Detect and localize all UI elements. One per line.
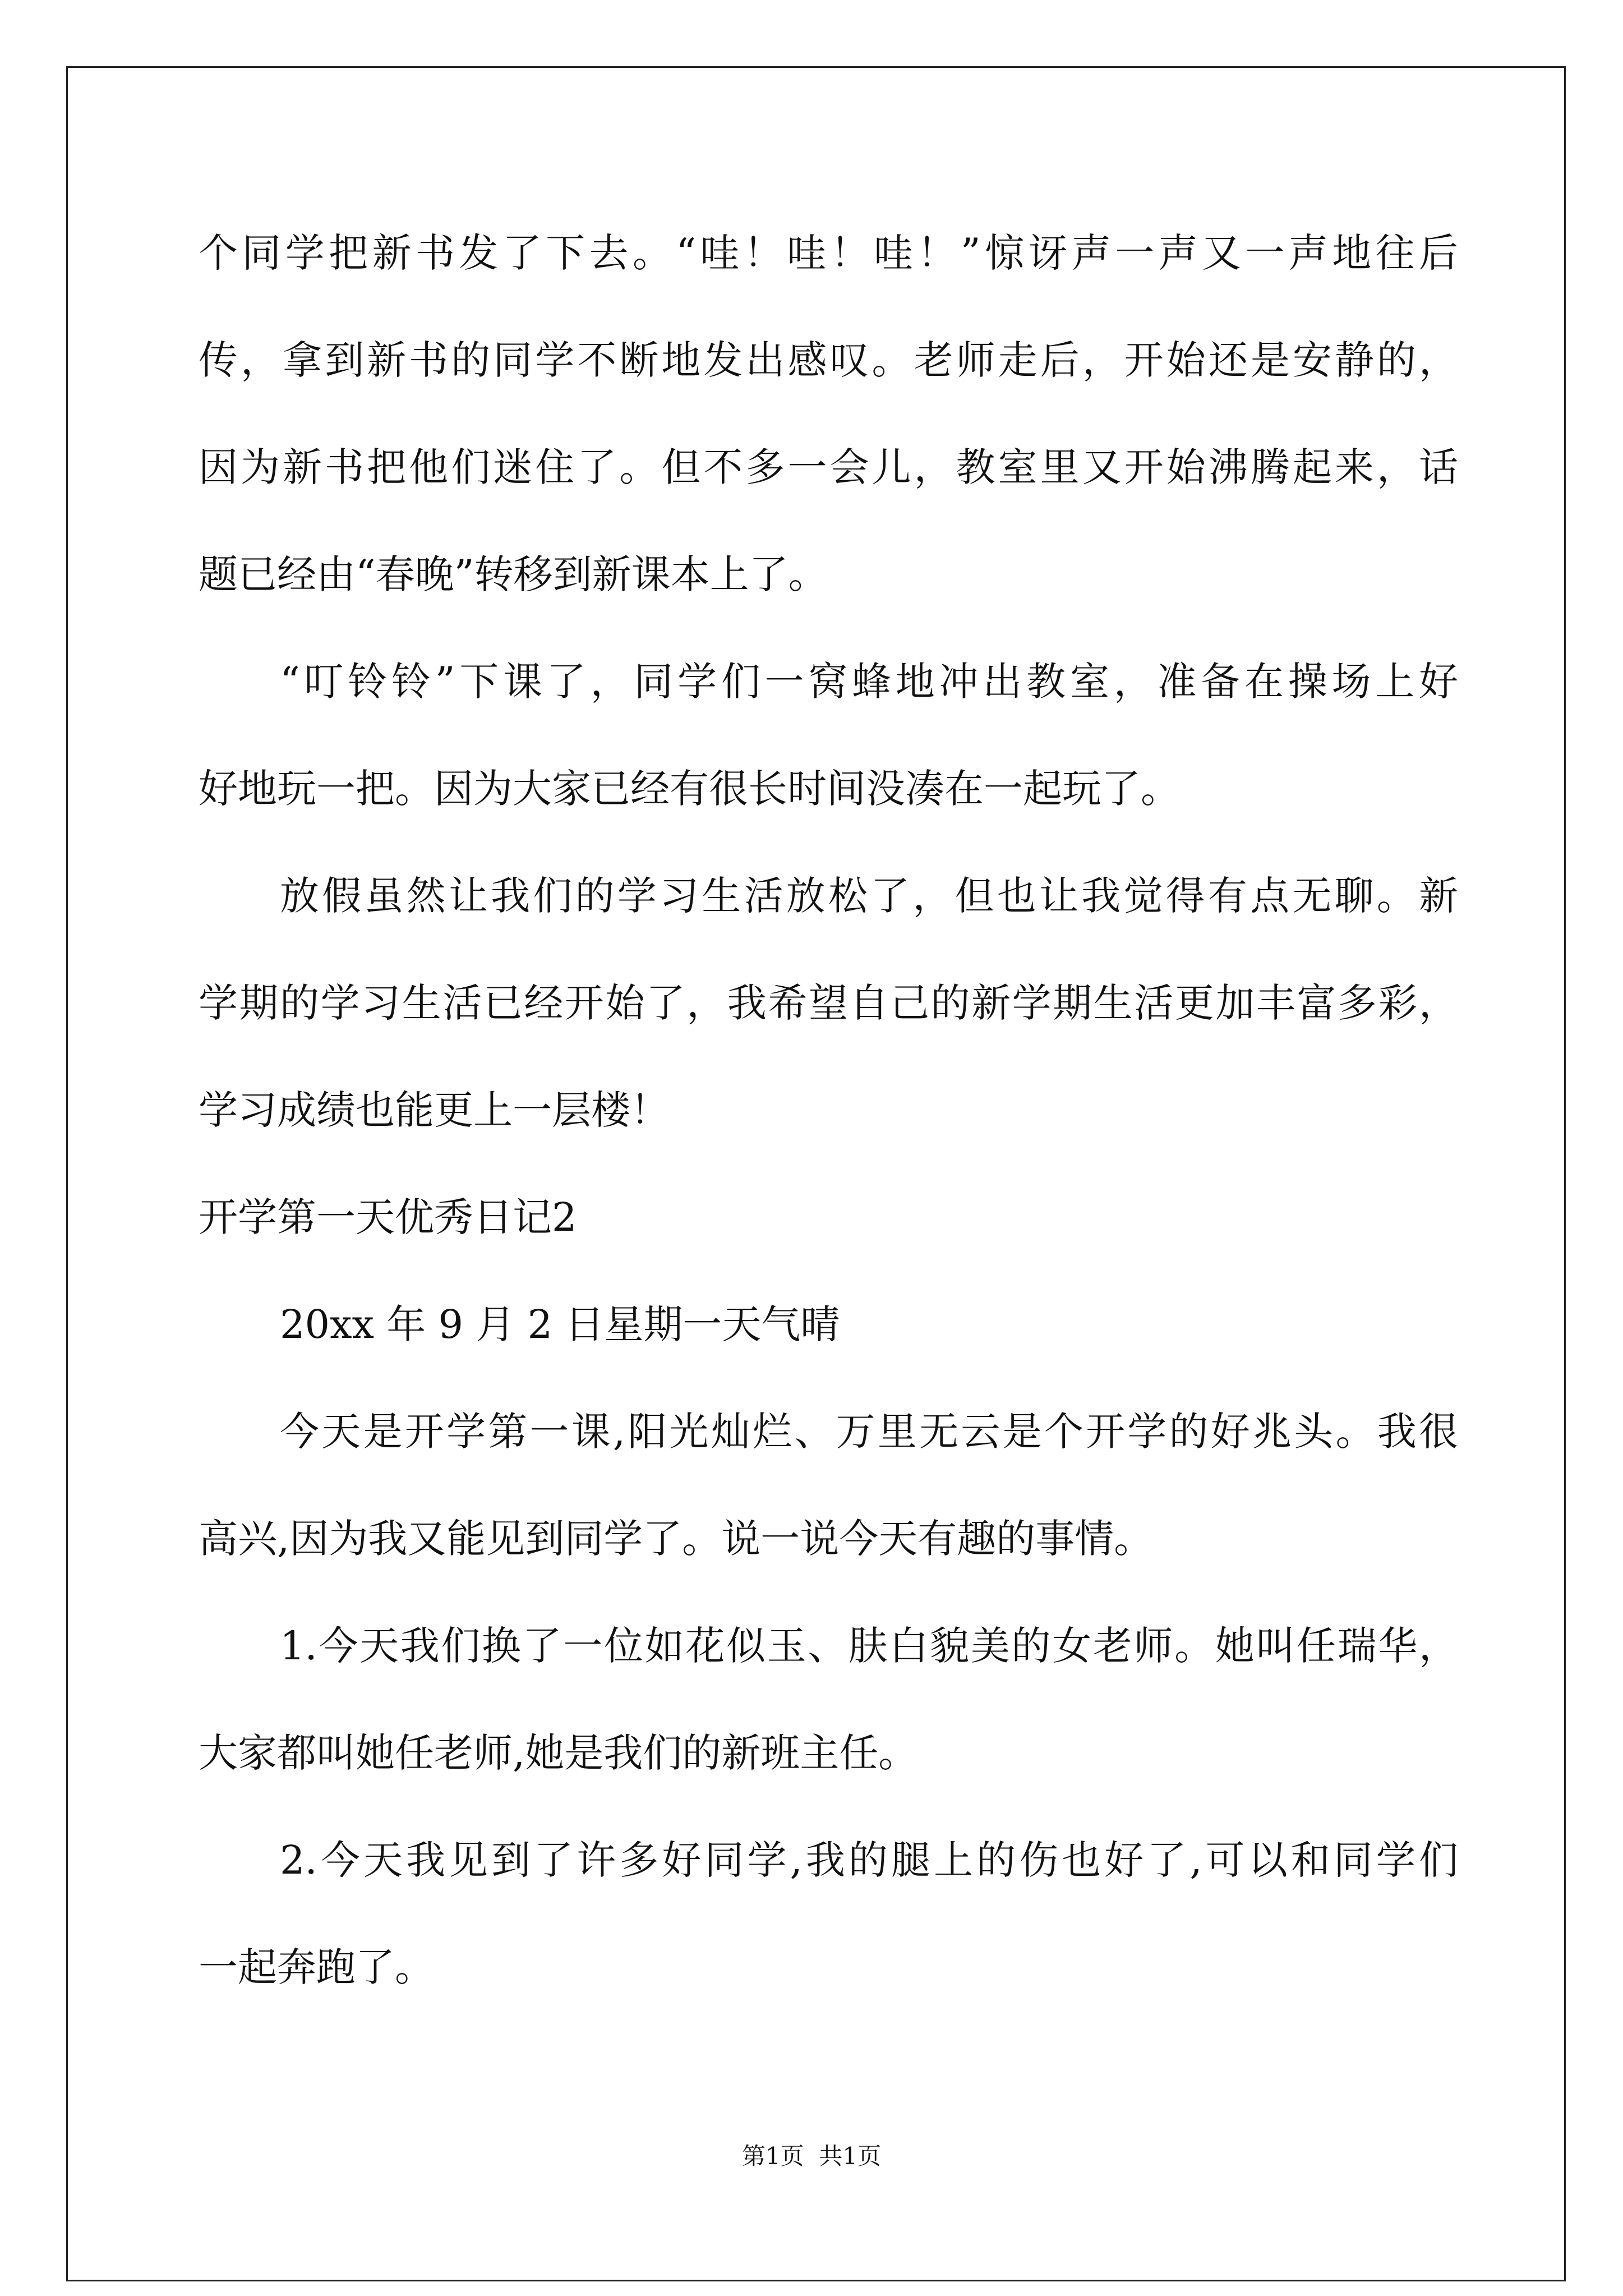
text-line: 因为新书把他们迷住了。但不多一会儿，教室里又开始沸腾起来，话 xyxy=(199,444,1458,490)
text-line: 学习成绩也能更上一层楼！ xyxy=(199,1087,670,1133)
text-line: 好地玩一把。因为大家已经有很长时间没凑在一起玩了。 xyxy=(199,766,1180,812)
text-line: 放假虽然让我们的学习生活放松了，但也让我觉得有点无聊。新 xyxy=(280,873,1458,919)
text-line: 题已经由“春晚”转移到新课本上了。 xyxy=(199,551,828,597)
paragraph xyxy=(199,628,1458,843)
text-line: 今天是开学第一课,阳光灿烂、万里无云是个开学的好兆头。我很 xyxy=(280,1409,1458,1455)
paragraph xyxy=(199,1378,1458,1593)
list-item xyxy=(199,1593,1458,1807)
text-line: “叮铃铃”下课了，同学们一窝蜂地冲出教室，准备在操场上好 xyxy=(280,659,1458,705)
text-line: 20xx 年 9 月 2 日星期一天气晴 xyxy=(280,1301,840,1347)
text-line: 高兴,因为我又能见到同学了。说一说今天有趣的事情。 xyxy=(199,1516,1154,1562)
page-footer: 第1页 共1页 xyxy=(741,2142,882,2170)
text-line: 传，拿到新书的同学不断地发出感叹。老师走后，开始还是安静的， xyxy=(199,337,1458,383)
section-heading-text: 开学第一天优秀日记2 xyxy=(199,1194,577,1240)
text-line: 1.今天我们换了一位如花似玉、肤白貌美的女老师。她叫任瑞华， xyxy=(280,1623,1458,1669)
paragraph xyxy=(199,843,1458,1164)
text-line: 大家都叫她任老师,她是我们的新班主任。 xyxy=(199,1730,918,1776)
text-line: 2.今天我见到了许多好同学,我的腿上的伤也好了,可以和同学们 xyxy=(280,1837,1458,1883)
list-item xyxy=(199,1807,1458,2021)
text-line: 一起奔跑了。 xyxy=(199,1944,434,1990)
section-heading xyxy=(199,1164,1458,1271)
text-line: 个同学把新书发了下去。“哇！哇！哇！”惊讶声一声又一声地往后 xyxy=(199,230,1458,276)
text-line: 学期的学习生活已经开始了，我希望自己的新学期生活更加丰富多彩， xyxy=(199,980,1458,1026)
document-body xyxy=(199,200,1458,2021)
diary-date-line xyxy=(199,1271,1458,1378)
paragraph xyxy=(199,200,1458,628)
